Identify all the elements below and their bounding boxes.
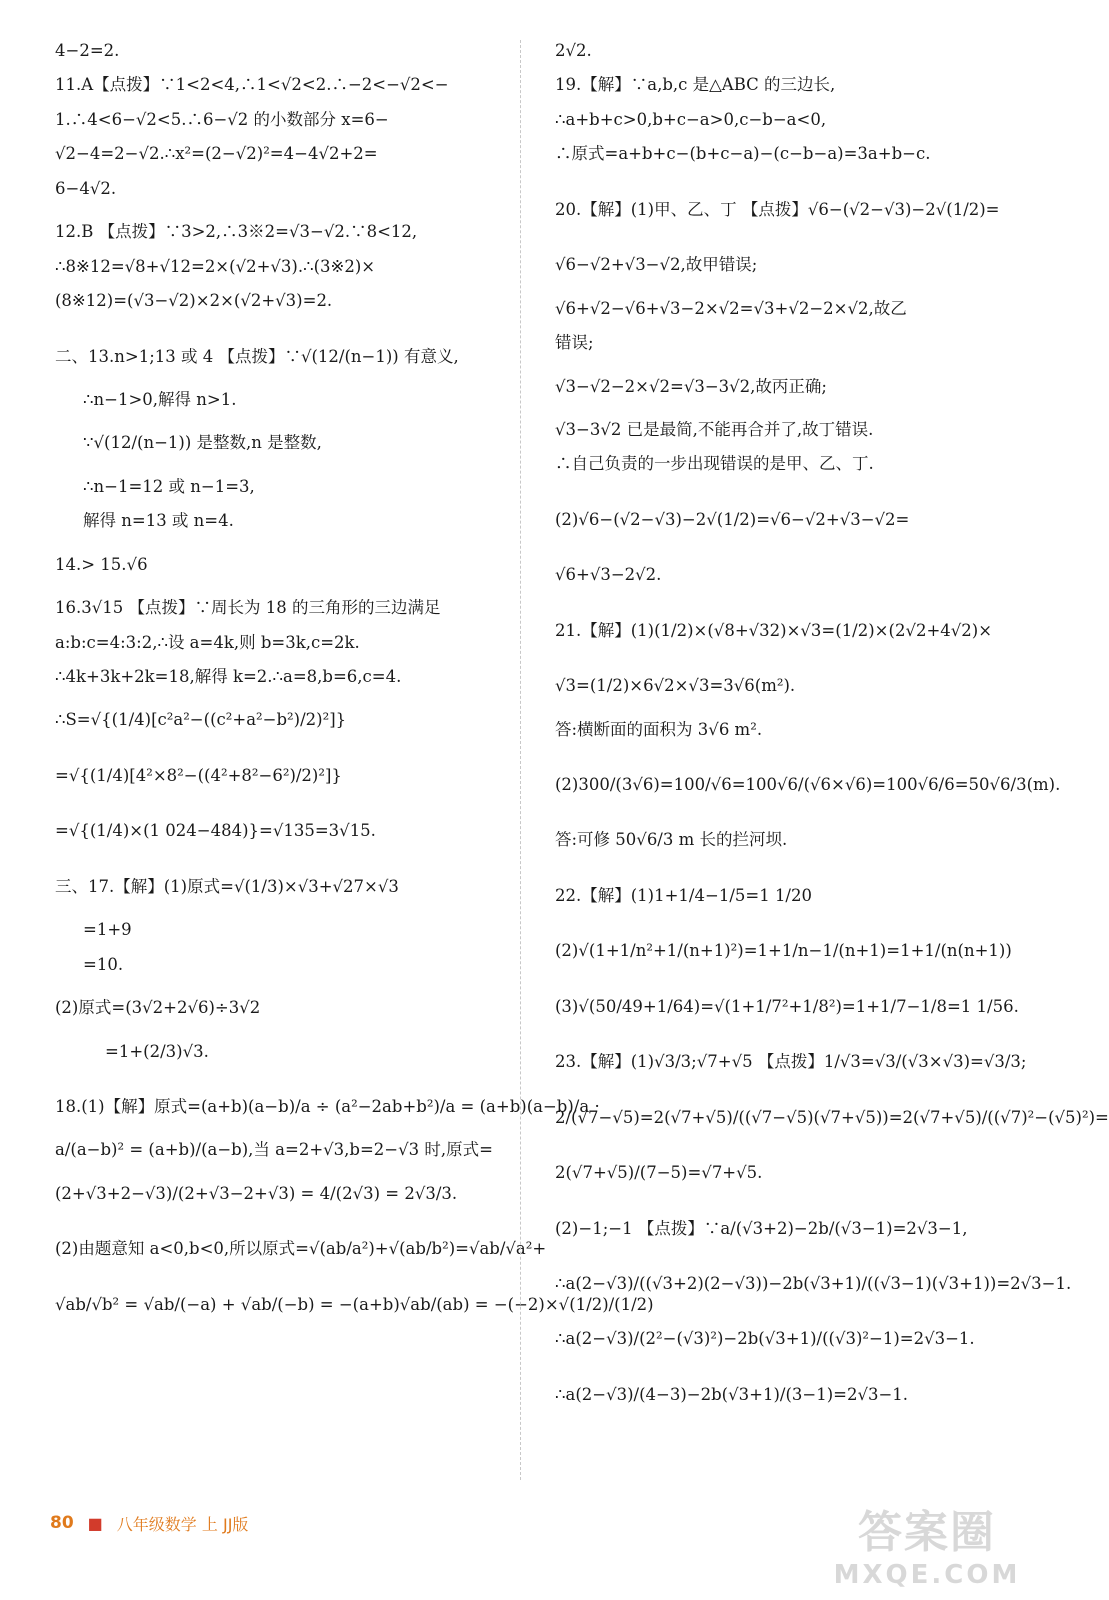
right-column-line: ∴自己负责的一步出现错误的是甲、乙、丁. xyxy=(555,454,874,474)
left-column-line: 二、13.n>1;13 或 4 【点拨】∵√(12/(n−1)) 有意义, xyxy=(55,346,459,366)
left-column-line: a:b:c=4:3:2,∴设 a=4k,则 b=3k,c=2k. xyxy=(55,632,360,652)
left-column-line: =1+(2/3)√3. xyxy=(105,1041,209,1061)
left-column-line: (2+√3+2−√3)/(2+√3−2+√3) = 4/(2√3) = 2√3/3. xyxy=(55,1183,458,1203)
left-column-line: (8※12)=(√3−√2)×2×(√2+√3)=2. xyxy=(55,291,333,311)
left-column-line: a/(a−b)² = (a+b)/(a−b),当 a=2+√3,b=2−√3 时,原式= xyxy=(55,1140,493,1160)
right-column-line: 19.【解】∵a,b,c 是△ABC 的三边长, xyxy=(555,75,836,95)
right-column-line: 23.【解】(1)√3/3;√7+√5 【点拨】1/√3=√3/(√3×√3)=√3/3; xyxy=(555,1052,1027,1072)
right-column-line: √6−√2+√3−√2,故甲错误; xyxy=(555,255,758,275)
left-column-line: =1+9 xyxy=(83,920,132,940)
left-column-line: ∴S=√{(1/4)[c²a²−((c²+a²−b²)/2)²]} xyxy=(55,710,347,730)
left-column-line: 解得 n=13 或 n=4. xyxy=(83,511,234,531)
right-column-line: ∴a(2−√3)/(2²−(√3)²)−2b(√3+1)/((√3)²−1)=2√3−1. xyxy=(555,1329,975,1349)
right-column-line: 2/(√7−√5)=2(√7+√5)/((√7−√5)(√7+√5))=2(√7+√5)/((√7)²−(√5)²)= xyxy=(555,1107,1109,1127)
right-column-line: 答:横断面的面积为 3√6 m². xyxy=(555,719,763,739)
left-column-line: (2)原式=(3√2+2√6)÷3√2 xyxy=(55,998,261,1018)
brand-logo: ■ xyxy=(87,1513,103,1533)
left-column-line: 11.A【点拨】∵1<2<4,∴1<√2<2.∴−2<−√2<− xyxy=(55,75,449,95)
right-column-line: √6+√2−√6+√3−2×√2=√3+√2−2×√2,故乙 xyxy=(555,298,907,318)
left-column-line: ∴n−1=12 或 n−1=3, xyxy=(83,476,255,496)
left-column-line: ∴8※12=√8+√12=2×(√2+√3).∴(3※2)× xyxy=(55,256,376,276)
right-column-line: (2)√6−(√2−√3)−2√(1/2)=√6−√2+√3−√2= xyxy=(555,509,910,529)
right-column-line: (2)300/(3√6)=100/√6=100√6/(√6×√6)=100√6/6=50√6/3(m). xyxy=(555,775,1061,794)
left-column-line: √2−4=2−√2.∴x²=(2−√2)²=4−4√2+2= xyxy=(55,144,378,164)
watermark-bottom: MXQE.COM xyxy=(833,1559,1021,1590)
right-column-line: 2√2. xyxy=(555,41,592,60)
right-column-line: (2)√(1+1/n²+1/(n+1)²)=1+1/n−1/(n+1)=1+1/(n(n+1)) xyxy=(555,941,1012,961)
page-footer xyxy=(50,1508,248,1538)
right-column-line: ∴a+b+c>0,b+c−a>0,c−b−a<0, xyxy=(555,109,827,129)
right-column-line: 错误; xyxy=(555,333,594,353)
page-number: 80 xyxy=(50,1513,74,1533)
left-column-line: =10. xyxy=(83,954,124,974)
right-column xyxy=(555,40,1109,1418)
left-column-line: =√{(1/4)×(1 024−484)}=√135=3√15. xyxy=(55,821,376,841)
left-column-line: √ab/√b² = √ab/(−a) + √ab/(−b) = −(a+b)√ab/(ab) = −(−2)×√(1/2)/(1/2) xyxy=(55,1294,654,1314)
left-column-line: ∴4k+3k+2k=18,解得 k=2.∴a=8,b=6,c=4. xyxy=(55,667,402,686)
right-column-line: √3−3√2 已是最简,不能再合并了,故丁错误. xyxy=(555,419,874,439)
right-column-line: (2)−1;−1 【点拨】∵a/(√3+2)−2b/(√3−1)=2√3−1, xyxy=(555,1218,968,1238)
column-divider xyxy=(520,40,521,1480)
right-column-line: ∴a(2−√3)/((√3+2)(2−√3))−2b(√3+1)/((√3−1)(√3+1))=2√3−1. xyxy=(555,1273,1072,1293)
left-column-line: 18.(1)【解】原式=(a+b)(a−b)/a ÷ (a²−2ab+b²)/a = (a+b)(a−b)/a · xyxy=(55,1096,600,1116)
right-column-line: ∴a(2−√3)/(4−3)−2b(√3+1)/(3−1)=2√3−1. xyxy=(555,1384,909,1404)
right-column-line: √3=(1/2)×6√2×√3=3√6(m²). xyxy=(555,676,796,696)
left-column-line: ∴n−1>0,解得 n>1. xyxy=(83,389,237,409)
right-column-line: (3)√(50/49+1/64)=√(1+1/7²+1/8²)=1+1/7−1/8=1 1/56. xyxy=(555,996,1019,1016)
right-column-line: 20.【解】(1)甲、乙、丁 【点拨】√6−(√2−√3)−2√(1/2)= xyxy=(555,199,1000,219)
right-column-line: 2(√7+√5)/(7−5)=√7+√5. xyxy=(555,1163,763,1183)
left-column-line: ∵√(12/(n−1)) 是整数,n 是整数, xyxy=(83,433,322,453)
left-column-line: 三、17.【解】(1)原式=√(1/3)×√3+√27×√3 xyxy=(55,876,399,896)
left-column-line: 1.∴4<6−√2<5.∴6−√2 的小数部分 x=6− xyxy=(55,109,389,129)
left-column-line: 14.> 15.√6 xyxy=(55,554,148,574)
watermark-top: 答案圈 xyxy=(858,1506,996,1558)
watermark xyxy=(827,1490,1027,1595)
left-column-line: 6−4√2. xyxy=(55,178,117,198)
left-column-line: 12.B 【点拨】∵3>2,∴3※2=√3−√2.∵8<12, xyxy=(55,222,418,242)
right-column-line: 答:可修 50√6/3 m 长的拦河坝. xyxy=(555,830,788,850)
right-column-line: √6+√3−2√2. xyxy=(555,565,662,585)
left-column-line: (2)由题意知 a<0,b<0,所以原式=√(ab/a²)+√(ab/b²)=√ab/√a²+ xyxy=(55,1239,547,1259)
left-column-line: 16.3√15 【点拨】∵周长为 18 的三角形的三边满足 xyxy=(55,598,441,618)
left-column-line: 4−2=2. xyxy=(55,41,120,60)
right-column-line: 22.【解】(1)1+1/4−1/5=1 1/20 xyxy=(555,885,812,905)
right-column-line: ∴原式=a+b+c−(b+c−a)−(c−b−a)=3a+b−c. xyxy=(555,144,931,164)
left-column-line: =√{(1/4)[4²×8²−((4²+8²−6²)/2)²]} xyxy=(55,765,342,785)
right-column-line: 21.【解】(1)(1/2)×(√8+√32)×√3=(1/2)×(2√2+4√2)× xyxy=(555,620,993,640)
right-column-line: √3−√2−2×√2=√3−3√2,故丙正确; xyxy=(555,376,827,396)
book-title: 八年级数学 上 JJ版 xyxy=(116,1514,249,1534)
